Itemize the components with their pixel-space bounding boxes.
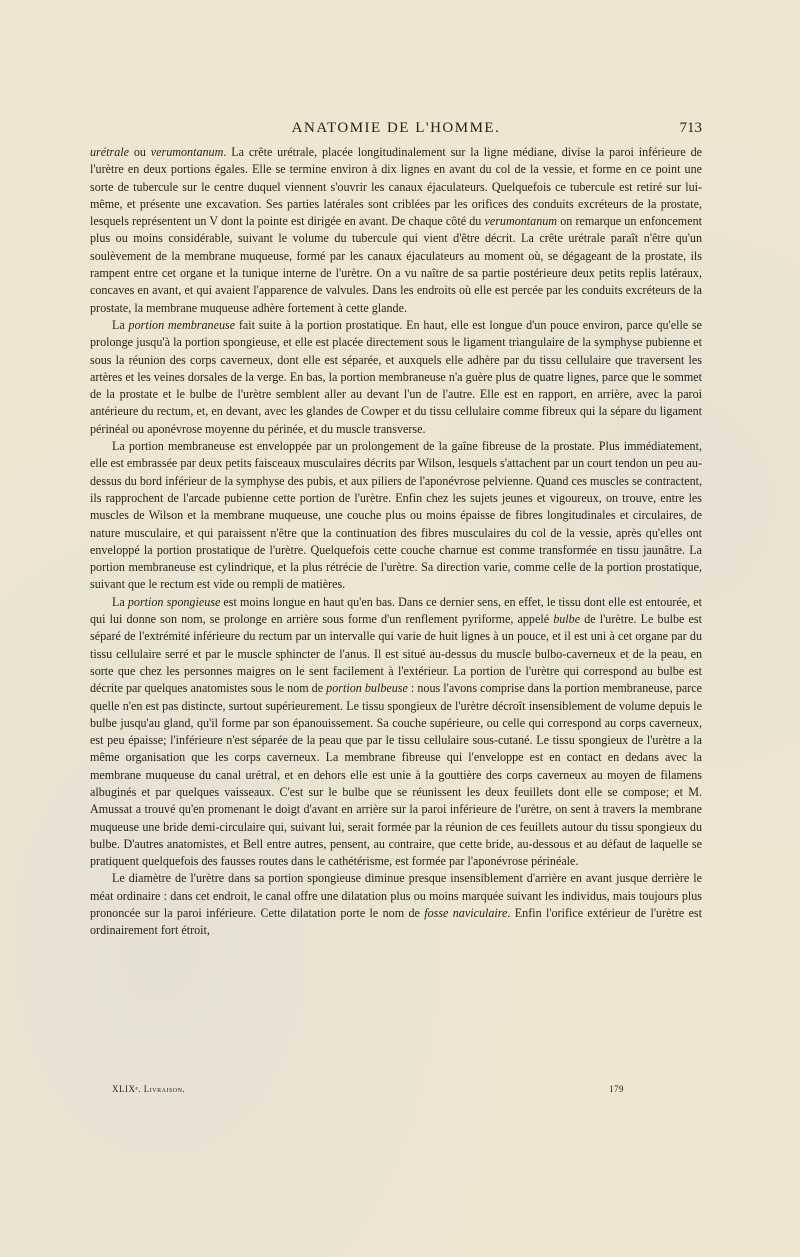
italic-term: urétrale [90,145,129,159]
italic-term: portion membraneuse [128,317,236,332]
italic-term: verumontanum [150,145,224,159]
paragraph [90,317,702,438]
body-text [90,144,702,940]
italic-term: bulbe [553,612,581,627]
page-number: 713 [679,120,702,136]
text-run: . La crête urétrale, placée longitudinalement sur la ligne médiane, divise la paroi inférieure de l'urètre en deux portions égales. Elle se termine environ à dix lignes en avant du col de la vessie, et forme en ce point une sorte de tubercule sur le centre duquel viennent s'ouvrir les canaux éjaculateurs. Quelquefois ce tubercule est retiré sur lui-même, et présente une excavation. Ses parties latérales sont criblées par les orifices des conduits excréteurs de la prostate, lesquels représentent un V dont la pointe est dirigée en avant. De chaque côté du [90,145,702,229]
italic-term: portion bulbeuse [326,681,408,696]
livraison-mark: XLIXᵉ. Livraison. [112,1084,186,1094]
page-header [90,120,702,140]
text-run: Le diamètre de l'urètre dans sa portion spongieuse diminue presque insensiblement d'arrière en avant jusque derrière le méat ordinaire : dans cet endroit, le canal offre une dilatation plus ou moins marquée suivant les individus, mais toujours plus prononcée sur la paroi inférieure. Cette dilatation porte le nom de [90,871,702,921]
paragraph [90,870,702,939]
italic-term: portion spongieuse [127,594,221,609]
text-run: on remarque un enfoncement plus ou moins considérable, suivant le volume du tubercule qui vient d'être décrit. La crête urétrale paraît n'être qu'un soulèvement de la membrane muqueuse, formé par les canaux éjaculateurs au moment où, se dégageant de la prostate, ils rampent entre cet organe et la tunique interne de l'urètre. On a vu naître de sa partie postérieure deux petits replis latéraux, concaves en avant, et qui avaient l'apparence de valvules. Dans les endroits où elle est percée par les conduits excréteurs de la prostate, la membrane muqueuse adhère fortement à cette glande. [90,214,702,315]
signature-mark: 179 [609,1084,624,1094]
text-run: fait suite à la portion prostatique. En haut, elle est longue d'un pouce environ, parce qu'elle se prolonge jusqu'à la portion spongieuse, et elle est placée directement sous le ligament triangulaire de la symphyse pubienne et sous la réunion des corps caverneux, dont elle est séparée, et auxquels elle adhère par du tissu cellulaire que traversent les artères et les veines dorsales de la verge. En bas, la portion membraneuse n'a guère plus de quatre lignes, parce que le sommet de la prostate et le bulbe de l'urètre semblent aller au devant l'un de l'autre. Elle est en rapport, en arrière, avec la paroi antérieure du rectum, et, en devant, avec les glandes de Cowper et du tissu cellulaire comme fibreux qui la sépare du ligament périnéal ou aponévrose moyenne du périnée, et du muscle transverse. [90,317,703,436]
paragraph [90,594,702,871]
text-run: ou [128,145,151,159]
text-run: de l'urètre. Le bulbe est séparé de l'extrémité inférieure du rectum par un intervalle qui varie de huit lignes à un pouce, et il est uni à cet organe par du tissu cellulaire serré et par le muscle sphincter de l'anus. Il est situé au-dessus du muscle bulbo-caverneux et de la peau, en sorte que chez les personnes maigres on le sent facilement à l'extérieur. La portion de l'urètre qui correspond au bulbe est décrite par quelques anatomistes sous le nom de [90,612,702,696]
text-run: La portion membraneuse est enveloppée par un prolongement de la gaîne fibreuse de la prostate. Plus immédiatement, elle est embrassée par deux petits faisceaux musculaires décrits par Wilson, lesquels s'attachent par un court tendon un peu au-dessus du bord inférieur de la symphyse des pubis, et aux piliers de l'aponévrose pelvienne. Quand ces muscles se contractent, ils rapprochent de l'arcade pubienne cette portion de l'urètre. Enfin chez les sujets jeunes et vigoureux, on trouve, entre les muscles de Wilson et la membrane muqueuse, une couche plus ou moins épaisse de fibres longitudinales et circulaires, de nature musculaire, et qui paraissent n'être que la continuation des fibres musculaires du col de la vessie, après qu'elles ont enveloppé la portion prostatique de l'urètre. Quelquefois cette couche charnue est comme transformée en tissu jaunâtre. La portion membraneuse est cylindrique, et la plus rétrécie de l'urètre. Sa direction varie, comme celle de la portion prostatique, suivant que le rectum est vide ou rempli de matières. [90,439,702,592]
text-run: : nous l'avons comprise dans la portion membraneuse, parce quelle n'en est pas distincte, surtout supérieurement. Le tissu spongieux de l'urètre décroît insensiblement de volume depuis le bulbe jusqu'au gland, qu'il forme par son épanouissement. Sa couche supérieure, ou celle qui correspond au corps caverneux, est peu épaisse; l'inférieure n'est séparée de la peau que par le tissu cellulaire sous-cutané. Le tissu spongieux de l'urètre a la même organisation que les corps caverneux. La membrane fibreuse qui l'enveloppe est en contact en dedans avec la membrane muqueuse du canal urétral, et en dehors elle est unie à la gouttière des corps caverneux au moyen de filamens albuginés et par quelques vaisseaux. C'est sur le bulbe que se réunissent les deux feuillets dont elle se compose; et M. Amussat a trouvé qu'en promenant le doigt d'avant en arrière sur la paroi inférieure de l'urètre, on sent à travers la membrane muqueuse une bride demi-circulaire qui, suivant lui, serait formée par la réunion de ces feuillets autour du tissu spongieux du bulbe. D'autres anatomistes, et Bell entre autres, pensent, au contraire, que cette bride, au-dessous et au défaut de laquelle se pratiquent quelquefois des fausses routes dans le cathétérisme, est formée par l'aponévrose périnéale. [90,681,702,869]
running-title: ANATOMIE DE L'HOMME. [291,120,501,136]
italic-term: fosse naviculaire [424,906,508,921]
paragraph [90,144,702,317]
paragraph [90,438,702,594]
italic-term: verumontanum [484,214,558,229]
text-run: La [112,317,129,332]
text-run: . Enfin l'orifice extérieur de l'urètre est ordinairement fort étroit, [90,906,702,938]
text-run: est moins longue en haut qu'en bas. Dans ce dernier sens, en effet, le tissu dont elle est entourée, et qui lui donne son nom, se prolonge en arrière sous forme d'un renflement pyriforme, appelé [90,594,702,627]
text-run: La [112,594,128,609]
